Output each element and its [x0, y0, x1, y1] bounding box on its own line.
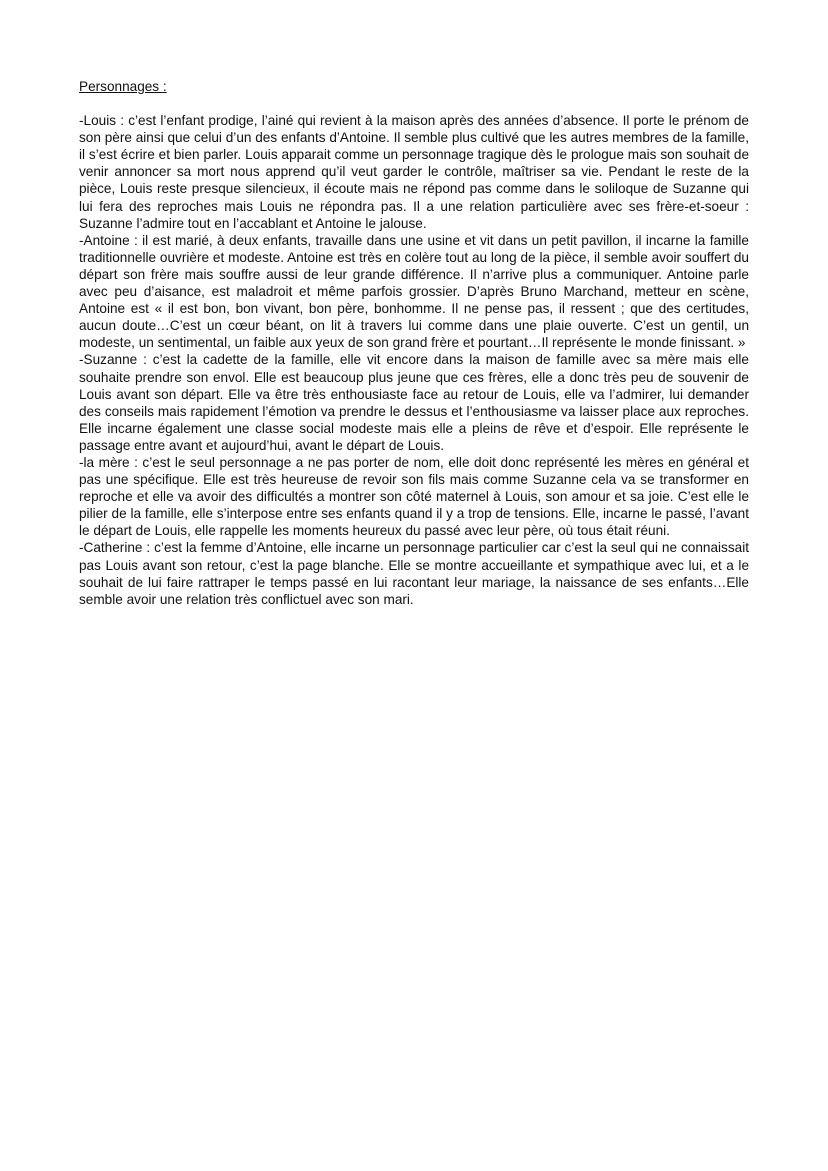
- paragraph-la-mere: -la mère : c’est le seul personnage a ne pas porter de nom, elle doit donc représenté les mères en général et pas une spécifique. Elle est très heureuse de revoir son fils mais comme Suzanne cela va se transformer en reproche et elle va avoir des difficultés a montrer son côté maternel à Louis, son amour et sa joie. C’est elle le pilier de la famille, elle s’interpose entre ses enfants quand il y a trop de tensions. Elle, incarne le passé, l’avant le départ de Louis, elle rappelle les moments heureux du passé avec leur père, où tous était réuni.: [79, 454, 749, 539]
- section-heading: Personnages :: [79, 79, 167, 94]
- paragraph-antoine: -Antoine : il est marié, à deux enfants, travaille dans une usine et vit dans un petit pavillon, il incarne la famille traditionnelle ouvrière et modeste. Antoine est très en colère tout au long de la pièce, il semble avoir souffert du départ son frère mais souffre aussi de leur grande différence. Il n’arrive plus a communiquer. Antoine parle avec peu d’aisance, est maladroit et même parfois grossier. D’après Bruno Marchand, metteur en scène, Antoine est « il est bon, bon vivant, bon père, bonhomme. Il ne pense pas, il ressent ; que des certitudes, aucun doute…C’est un cœur béant, on lit à travers lui comme dans une plaie ouverte. C’est un gentil, un modeste, un sentimental, un faible aux yeux de son grand frère et pourtant…Il représente le monde finissant. »: [79, 232, 749, 351]
- paragraph-catherine: -Catherine : c’est la femme d’Antoine, elle incarne un personnage particulier car c’est la seul qui ne connaissait pas Louis avant son retour, c’est la page blanche. Elle se montre accueillante et sympathique avec lui, et a le souhait de lui faire rattraper le temps passé en lui racontant leur mariage, la naissance de ses enfants…Elle semble avoir une relation très conflictuel avec son mari.: [79, 540, 749, 607]
- document-body: [79, 78, 749, 608]
- paragraph-louis: -Louis : c’est l’enfant prodige, l’ainé qui revient à la maison après des années d’absence. Il porte le prénom de son père ainsi que celui d’un des enfants d’Antoine. Il semble plus cultivé que les autres membres de la famille, il s’est écrire et bien parler. Louis apparait comme un personnage tragique dès le prologue mais son souhait de venir annoncer sa mort nous apprend qu’il veut garder le contrôle, maîtriser sa vie. Pendant le reste de la pièce, Louis reste presque silencieux, il écoute mais ne répond pas comme dans le soliloque de Suzanne qui lui fera des reproches mais Louis ne répondra pas. Il a une relation particulière avec ses frère-et-soeur : Suzanne l’admire tout en l’accablant et Antoine le jalouse.: [79, 113, 749, 231]
- paragraph-suzanne: -Suzanne : c’est la cadette de la famille, elle vit encore dans la maison de famille avec sa mère mais elle souhaite prendre son envol. Elle est beaucoup plus jeune que ces frères, elle a donc très peu de souvenir de Louis avant son départ. Elle va être très enthousiaste face au retour de Louis, elle va l’admirer, lui demander des conseils mais rapidement l’émotion va prendre le dessus et l’enthousiasme va laisser place aux reproches. Elle incarne également une classe social modeste mais elle a pleins de rêve et d’espoir. Elle représente le passage entre avant et aujourd’hui, avant le départ de Louis.: [79, 352, 749, 453]
